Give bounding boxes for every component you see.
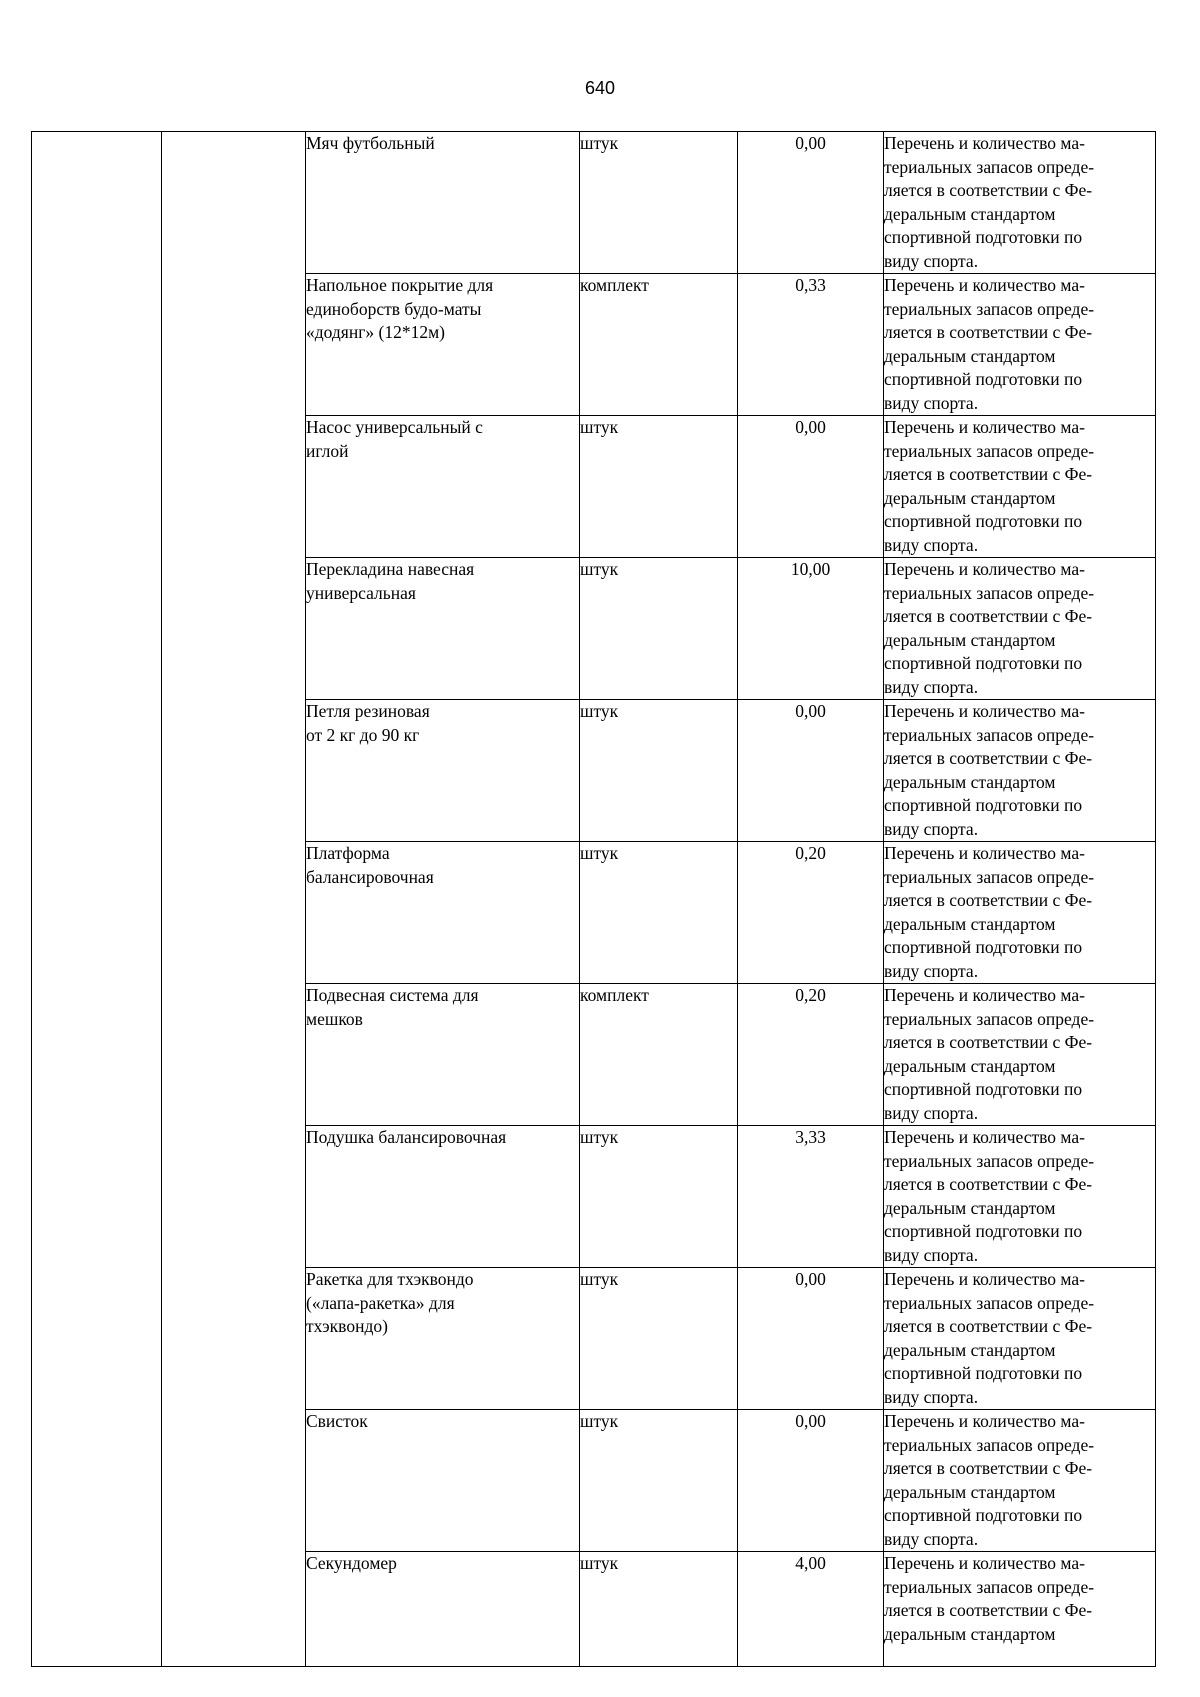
item-name: Секундомер xyxy=(306,1552,580,1667)
item-unit: штук xyxy=(580,1410,738,1552)
item-unit: комплект xyxy=(580,274,738,416)
item-note: Перечень и количество ма- териальных запасов опреде- ляется в соответствии с Фе- деральным стандартом xyxy=(884,1552,1156,1667)
item-unit: штук xyxy=(580,1126,738,1268)
page-number: 640 xyxy=(584,78,616,98)
item-name: Насос универсальный с иглой xyxy=(306,416,580,558)
item-note: Перечень и количество ма- териальных запасов опреде- ляется в соответствии с Фе- деральным стандартом спортивной подготовки по виду спорта. xyxy=(884,558,1156,700)
item-unit: штук xyxy=(580,842,738,984)
item-unit: штук xyxy=(580,416,738,558)
item-name: Перекладина навесная универсальная xyxy=(306,558,580,700)
item-note: Перечень и количество ма- териальных запасов опреде- ляется в соответствии с Фе- деральным стандартом спортивной подготовки по виду спорта. xyxy=(884,1126,1156,1268)
blank-column-2 xyxy=(162,132,306,1667)
item-note: Перечень и количество ма- териальных запасов опреде- ляется в соответствии с Фе- деральным стандартом спортивной подготовки по виду спорта. xyxy=(884,984,1156,1126)
item-name: Петля резиновая от 2 кг до 90 кг xyxy=(306,700,580,842)
item-name: Подушка балансировочная xyxy=(306,1126,580,1268)
item-unit: комплект xyxy=(580,984,738,1126)
materials-table xyxy=(31,131,1156,1667)
item-name: Свисток xyxy=(306,1410,580,1552)
item-note: Перечень и количество ма- териальных запасов опреде- ляется в соответствии с Фе- деральным стандартом спортивной подготовки по виду спорта. xyxy=(884,842,1156,984)
item-quantity: 0,00 xyxy=(738,700,884,842)
item-unit: штук xyxy=(580,132,738,274)
item-quantity: 3,33 xyxy=(738,1126,884,1268)
item-note: Перечень и количество ма- териальных запасов опреде- ляется в соответствии с Фе- деральным стандартом спортивной подготовки по виду спорта. xyxy=(884,1268,1156,1410)
item-name: Напольное покрытие для единоборств будо-маты «додянг» (12*12м) xyxy=(306,274,580,416)
blank-column-1 xyxy=(32,132,162,1667)
item-unit: штук xyxy=(580,558,738,700)
item-quantity: 0,33 xyxy=(738,274,884,416)
table-row xyxy=(32,132,1156,274)
item-name: Ракетка для тхэквондо («лапа-ракетка» для тхэквондо) xyxy=(306,1268,580,1410)
item-quantity: 0,00 xyxy=(738,416,884,558)
item-unit: штук xyxy=(580,1552,738,1667)
item-quantity: 0,00 xyxy=(738,1268,884,1410)
item-quantity: 0,00 xyxy=(738,1410,884,1552)
item-quantity: 4,00 xyxy=(738,1552,884,1667)
item-quantity: 10,00 xyxy=(738,558,884,700)
item-quantity: 0,00 xyxy=(738,132,884,274)
item-name: Мяч футбольный xyxy=(306,132,580,274)
item-unit: штук xyxy=(580,700,738,842)
item-note: Перечень и количество ма- териальных запасов опреде- ляется в соответствии с Фе- деральным стандартом спортивной подготовки по виду спорта. xyxy=(884,274,1156,416)
item-note: Перечень и количество ма- териальных запасов опреде- ляется в соответствии с Фе- деральным стандартом спортивной подготовки по виду спорта. xyxy=(884,1410,1156,1552)
item-quantity: 0,20 xyxy=(738,984,884,1126)
item-note: Перечень и количество ма- териальных запасов опреде- ляется в соответствии с Фе- деральным стандартом спортивной подготовки по виду спорта. xyxy=(884,700,1156,842)
item-note: Перечень и количество ма- териальных запасов опреде- ляется в соответствии с Фе- деральным стандартом спортивной подготовки по виду спорта. xyxy=(884,132,1156,274)
item-name: Подвесная система для мешков xyxy=(306,984,580,1126)
item-name: Платформа балансировочная xyxy=(306,842,580,984)
item-unit: штук xyxy=(580,1268,738,1410)
item-note: Перечень и количество ма- териальных запасов опреде- ляется в соответствии с Фе- деральным стандартом спортивной подготовки по виду спорта. xyxy=(884,416,1156,558)
item-quantity: 0,20 xyxy=(738,842,884,984)
